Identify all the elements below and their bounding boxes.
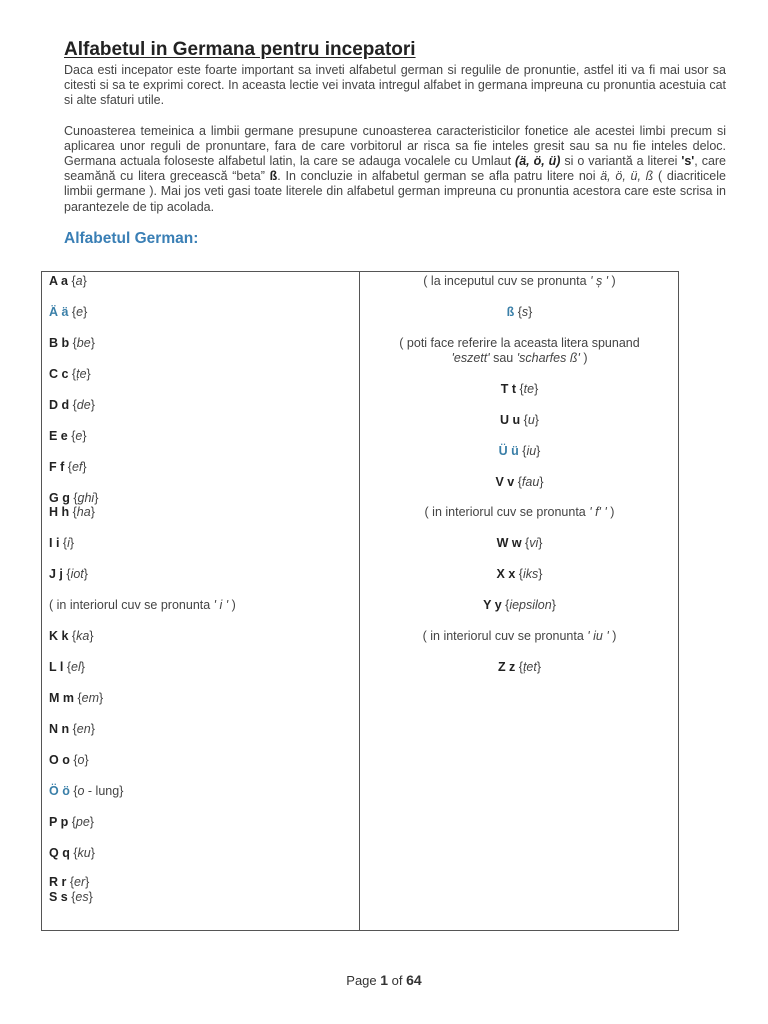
alphabet-row: R r {er}: [49, 875, 90, 889]
note-text: ( in interiorul cuv se pronunta: [422, 629, 588, 643]
note-text: ( la inceputul cuv se pronunta: [423, 274, 591, 288]
letter-label: E e: [49, 429, 68, 443]
letter-label: Ä ä: [49, 305, 69, 319]
note-quoted: ' iu ': [587, 629, 609, 643]
alphabet-row: W w {vi}: [496, 536, 543, 550]
footer-middle: of: [388, 973, 407, 988]
s-letter: 's': [681, 154, 695, 169]
alphabet-row: Ü ü {iu}: [498, 444, 541, 458]
letter-label: N n: [49, 722, 70, 736]
alphabet-row: B b {be}: [49, 336, 95, 350]
alphabet-row: E e {e}: [49, 429, 87, 443]
pronunciation: es: [75, 890, 89, 904]
alphabet-row: M m {em}: [49, 691, 104, 705]
alphabet-row: K k {ka}: [49, 629, 94, 643]
alphabet-description-paragraph: [64, 124, 726, 215]
pronunciation: pe: [75, 815, 90, 829]
alphabet-row: V v {fau}: [495, 475, 544, 489]
pronunciation: o: [77, 784, 85, 798]
pronunciation: ka: [76, 629, 90, 643]
note-quoted: 'eszett': [451, 351, 490, 365]
alphabet-row: D d {de}: [49, 398, 95, 412]
note-text: ): [228, 598, 236, 612]
text-part: si o variantă a literei: [560, 154, 682, 169]
alphabet-row: N n {en}: [49, 722, 95, 736]
note-text: ): [608, 274, 616, 288]
alphabet-row: I i {i}: [49, 536, 75, 550]
alphabet-row: [367, 629, 672, 644]
pronunciation: i: [67, 536, 70, 550]
alphabet-row: [367, 336, 672, 366]
letter-label: A a: [49, 274, 68, 288]
footer-prefix: Page: [346, 973, 381, 988]
letter-label: R r: [49, 875, 67, 889]
alphabet-column-right: [360, 272, 678, 930]
text-part: ( diacriticele limbii germane ). Mai jos veti gasi toate literele din alfabetul german impreuna cu pronuntia acestora care este scrisa in parantezele de tip acolada.: [64, 169, 726, 214]
alphabet-row: Ö ö {o - lung}: [49, 784, 124, 798]
letter-label: B b: [49, 336, 70, 350]
letter-label: Ö ö: [49, 784, 70, 798]
pronunciation: iks: [522, 567, 539, 581]
letter-label: T t: [500, 382, 516, 396]
pronunciation: be: [76, 336, 91, 350]
note-text: sau: [489, 351, 517, 365]
note-text: ( poti face referire la aceasta litera spunand: [399, 336, 640, 350]
total-pages: 64: [406, 972, 422, 988]
pronunciation: vi: [529, 536, 539, 550]
note-text: ( in interiorul cuv se pronunta: [49, 598, 214, 612]
alphabet-row: L l {el}: [49, 660, 85, 674]
letter-label: Y y: [483, 598, 502, 612]
letter-label: U u: [500, 413, 521, 427]
intro-paragraph: Daca esti incepator este foarte important sa inveti alfabetul german si regulile de pronuntie, astfel iti va fi mai usor sa citesti si sa te exprimi corect. In aceasta lectie vei invata intregul alfabet in germana impreuna cu pronuntia acestuia cat si alte sfaturi utile.: [64, 63, 726, 108]
note-quoted: ' i ': [213, 598, 229, 612]
pronunciation: de: [76, 398, 91, 412]
note-text: ( in interiorul cuv se pronunta: [424, 505, 590, 519]
alphabet-row: [367, 274, 672, 289]
letter-label: C c: [49, 367, 69, 381]
alphabet-row: U u {u}: [500, 413, 539, 427]
document-title: Alfabetul in Germana pentru incepatori: [64, 39, 416, 60]
alphabet-row: O o {o}: [49, 753, 89, 767]
alphabet-row: [49, 598, 353, 613]
alphabet-row: Y y {iepsilon}: [483, 598, 556, 612]
document-page: [64, 38, 726, 249]
letter-label: M m: [49, 691, 74, 705]
pronunciation: ku: [77, 846, 91, 860]
alphabet-row: A a {a}: [49, 274, 87, 288]
pronunciation: fau: [521, 475, 540, 489]
note-text: ): [606, 505, 615, 519]
pronunciation-extra: - lung: [84, 784, 120, 798]
pronunciation: a: [75, 274, 83, 288]
letter-label: W w: [496, 536, 522, 550]
alphabet-row: J j {iot}: [49, 567, 88, 581]
pronunciation: er: [74, 875, 86, 889]
letter-label: K k: [49, 629, 69, 643]
alphabet-row: X x {iks}: [496, 567, 543, 581]
pronunciation: iu: [526, 444, 537, 458]
letter-label: I i: [49, 536, 60, 550]
pronunciation: s: [521, 305, 529, 319]
letter-label: H h: [49, 505, 70, 519]
letter-label: Z z: [497, 660, 516, 674]
note-quoted: 'scharfes ß': [516, 351, 580, 365]
alphabet-row: F f {ef}: [49, 460, 87, 474]
pronunciation: ghi: [77, 491, 95, 505]
pronunciation: iepsilon: [509, 598, 552, 612]
pronunciation: el: [71, 660, 81, 674]
letter-label: D d: [49, 398, 70, 412]
letter-label: S s: [49, 890, 68, 904]
new-letters: ä, ö, ü, ß: [600, 169, 654, 184]
letter-label: G g: [49, 491, 70, 505]
letter-label: O o: [49, 753, 70, 767]
pronunciation: en: [76, 722, 91, 736]
alphabet-column-left: [42, 272, 360, 930]
current-page: 1: [380, 972, 389, 988]
letter-label: F f: [49, 460, 65, 474]
note-quoted: ' ș ': [590, 274, 609, 288]
alphabet-table: [41, 271, 679, 931]
alphabet-row: G g {ghi}: [49, 491, 99, 505]
text-part: . In concluzie in alfabetul german se afla patru litere noi: [277, 169, 601, 184]
note-text: ): [579, 351, 588, 365]
alphabet-row: [367, 505, 672, 520]
eszett-letter: ß: [269, 169, 278, 184]
pronunciation: țet: [522, 660, 537, 674]
letter-label: P p: [49, 815, 69, 829]
pronunciation: ha: [76, 505, 91, 519]
letter-label: Q q: [49, 846, 70, 860]
page-footer: [0, 972, 768, 988]
alphabet-row: P p {pe}: [49, 815, 94, 829]
alphabet-row: Q q {ku}: [49, 846, 95, 860]
alphabet-row: ß {s}: [506, 305, 533, 319]
note-text: ): [608, 629, 617, 643]
alphabet-row: Z z {țet}: [497, 660, 542, 674]
pronunciation: te: [523, 382, 535, 396]
letter-label: L l: [49, 660, 64, 674]
pronunciation: iot: [70, 567, 84, 581]
pronunciation: e: [76, 305, 84, 319]
note-quoted: ' f' ': [589, 505, 607, 519]
letter-label: J j: [49, 567, 63, 581]
umlaut-vowels: (ä, ö, ü): [515, 154, 561, 169]
letter-label: Ü ü: [498, 444, 519, 458]
pronunciation: u: [527, 413, 535, 427]
pronunciation: o: [77, 753, 85, 767]
alphabet-row: T t {te}: [500, 382, 539, 396]
text-part: , care seamănă cu litera grecească “beta”: [64, 154, 727, 184]
alphabet-row: H h {ha}: [49, 505, 95, 519]
alphabet-row: Ä ä {e}: [49, 305, 88, 319]
pronunciation: ef: [71, 460, 83, 474]
pronunciation: e: [75, 429, 83, 443]
alphabet-row: S s {es}: [49, 890, 93, 904]
section-heading: Alfabetul German:: [64, 229, 199, 247]
alphabet-row: C c {țe}: [49, 367, 91, 381]
pronunciation: țe: [76, 367, 87, 381]
letter-label: X x: [496, 567, 516, 581]
letter-label: V v: [495, 475, 515, 489]
pronunciation: em: [81, 691, 100, 705]
letter-label: ß: [506, 305, 515, 319]
text-part: Cunoasterea temeinica a limbii germane presupune cunoasterea caracteristicilor fonetice ale acestei limbi precum si aplicarea unor reguli de pronuntare, fara de care vorbitorul ar risca sa fie inteles gresit sau sa nu fie inteles deloc. Germana actuala foloseste alfabetul latin, la care se adauga vocalele cu Umlaut: [64, 123, 726, 169]
